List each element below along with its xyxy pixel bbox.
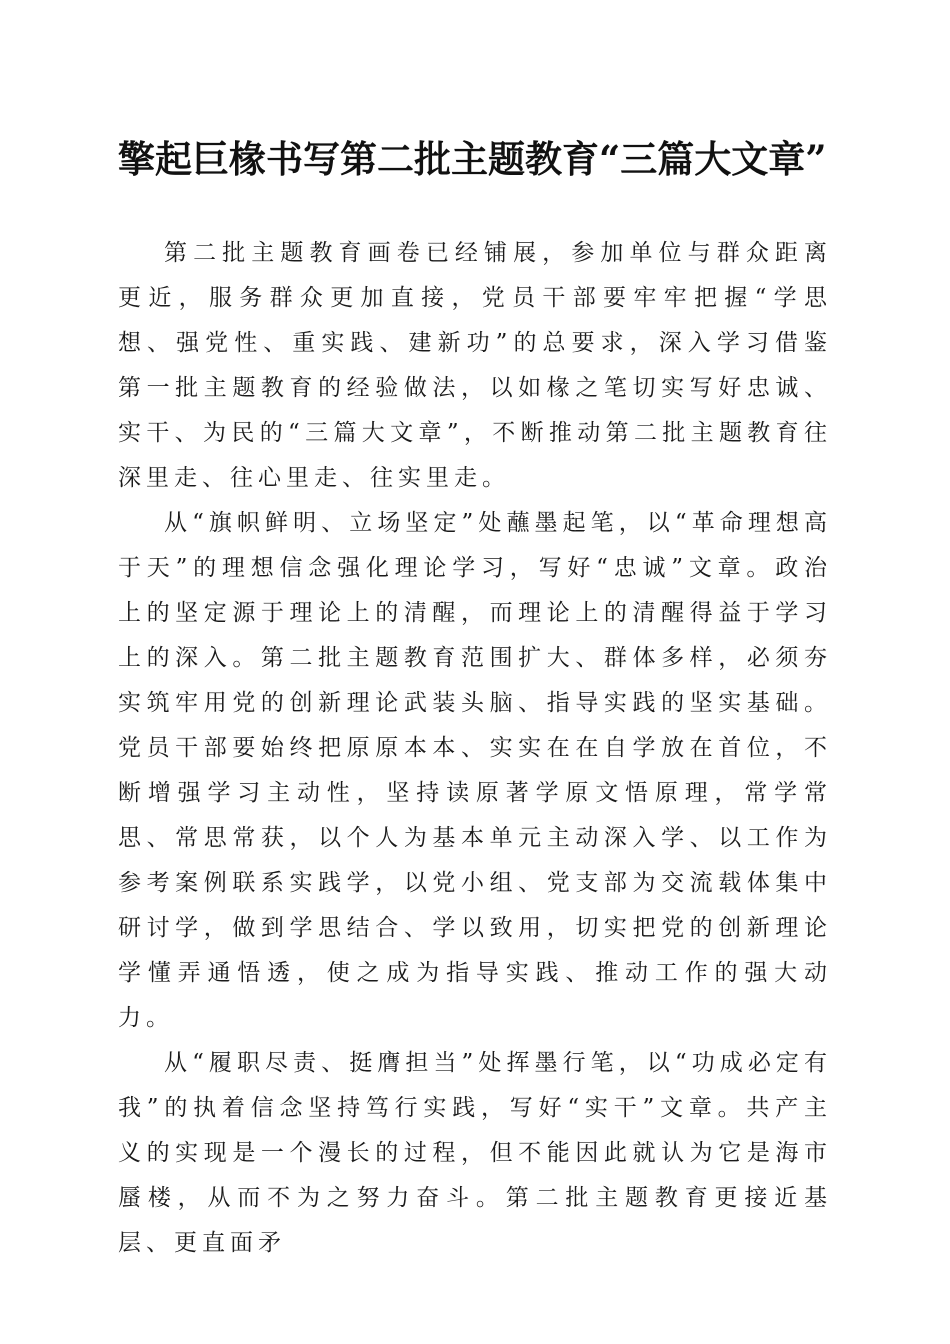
paragraph-practice: 从“履职尽责、挺膺担当”处挥墨行笔，以“功成必定有我”的执着信念坚持笃行实践，写好“实干”文章。共产主义的实现是一个漫长的过程，但不能因此就认为它是海市蜃楼，从而不为之努力奋斗。第二批主题教育更接近基层、更直面矛 — [118, 1050, 832, 1256]
document-title: 擎起巨椽书写第二批主题教育“三篇大文章” — [118, 137, 827, 181]
document-body — [118, 231, 832, 1266]
paragraph-loyalty: 从“旗帜鲜明、立场坚定”处蘸墨起笔，以“革命理想高于天”的理想信念强化理论学习，写好“忠诚”文章。政治上的坚定源于理论上的清醒，而理论上的清醒得益于学习上的深入。第二批主题教育范围扩大、群体多样，必须夯实筑牢用党的创新理论武装头脑、指导实践的坚实基础。党员干部要始终把原原本本、实实在在自学放在首位，不断增强学习主动性，坚持读原著学原文悟原理，常学常思、常思常获，以个人为基本单元主动深入学、以工作为参考案例联系实践学，以党小组、党支部为交流载体集中研讨学，做到学思结合、学以致用，切实把党的创新理论学懂弄通悟透，使之成为指导实践、推动工作的强大动力。 — [118, 510, 832, 1031]
paragraph-intro: 第二批主题教育画卷已经铺展，参加单位与群众距离更近，服务群众更加直接，党员干部要牢牢把握“学思想、强党性、重实践、建新功”的总要求，深入学习借鉴第一批主题教育的经验做法，以如椽之笔切实写好忠诚、实干、为民的“三篇大文章”，不断推动第二批主题教育往深里走、往心里走、往实里走。 — [118, 240, 832, 491]
